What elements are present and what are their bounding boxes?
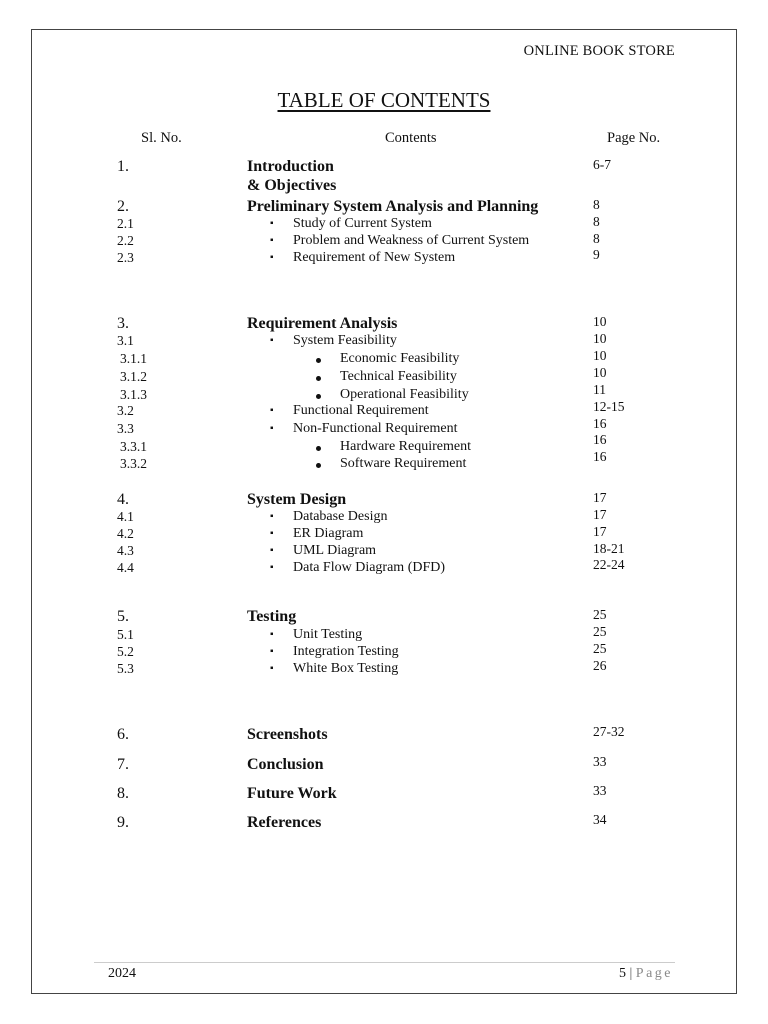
toc-entry-number: 6. [117, 726, 129, 743]
toc-entry-page: 22-24 [593, 557, 625, 572]
footer-page-number [619, 966, 673, 982]
toc-entry-page: 33 [593, 754, 607, 769]
toc-entry [0, 365, 768, 387]
toc-entry-number: 2.2 [117, 233, 134, 248]
toc-entry-title: Functional Requirement [293, 403, 429, 418]
toc-entry [0, 557, 768, 578]
toc-entry [0, 491, 768, 509]
toc-title: TABLE OF CONTENTS [277, 88, 491, 112]
round-bullet-icon [316, 394, 321, 399]
toc-entry-number: 3.3.1 [120, 439, 147, 454]
toc-entry [0, 756, 768, 774]
round-bullet-icon [316, 376, 321, 381]
square-bullet-icon: ▪ [270, 545, 274, 556]
toc-entry-title: References [247, 814, 322, 831]
toc-entry-page: 26 [593, 658, 607, 673]
toc-entry-page: 17 [593, 490, 607, 505]
toc-entry [0, 216, 768, 234]
toc-entry-number: 4.2 [117, 526, 134, 541]
toc-entry-number: 3.2 [117, 403, 134, 418]
square-bullet-icon: ▪ [270, 629, 274, 640]
toc-entry-title: Testing [247, 608, 297, 625]
toc-entry-title: Introduction [247, 158, 334, 175]
toc-entry-number: 3.1 [117, 333, 134, 348]
toc-entry [0, 608, 768, 626]
col-header-sl-no: Sl. No. [141, 130, 182, 146]
toc-entry [0, 509, 768, 527]
toc-entry [0, 658, 768, 679]
toc-entry-title: Software Requirement [340, 456, 467, 471]
toc-entry-number: 5.1 [117, 627, 134, 642]
toc-entry [0, 449, 768, 474]
toc-entry-number: 5. [117, 608, 129, 625]
toc-entry-number: 3.3.2 [120, 456, 147, 471]
toc-entry-title: ER Diagram [293, 526, 364, 541]
toc-entry-page: 9 [593, 247, 600, 262]
square-bullet-icon: ▪ [270, 218, 274, 229]
toc-entry-title: White Box Testing [293, 661, 399, 676]
toc-entry-number: 3.1.3 [120, 387, 147, 402]
toc-entry [0, 333, 768, 351]
toc-entry-page: 10 [593, 314, 607, 329]
footer-year: 2024 [108, 966, 136, 981]
toc-entry-number: 2. [117, 198, 129, 215]
toc-entry [0, 399, 768, 421]
toc-entry-page: 11 [593, 382, 606, 397]
toc-entry-page: 10 [593, 348, 607, 363]
toc-entry-number: 3. [117, 315, 129, 332]
toc-entry-title: Data Flow Diagram (DFD) [293, 560, 446, 575]
toc-entry-title: UML Diagram [293, 543, 377, 558]
toc-entry-number: 8. [117, 785, 129, 802]
toc-entry-title: & Objectives [247, 177, 337, 194]
toc-entry [0, 814, 768, 832]
toc-entry [0, 348, 768, 369]
toc-entry-page: 8 [593, 197, 600, 212]
toc-entry-title: Non-Functional Requirement [293, 421, 458, 436]
square-bullet-icon: ▪ [270, 528, 274, 539]
running-header: ONLINE BOOK STORE [523, 43, 675, 59]
page-number: 5 [618, 966, 626, 981]
toc-entry-number: 5.2 [117, 644, 134, 659]
toc-entry-page: 12-15 [593, 399, 625, 414]
toc-entry [0, 177, 768, 195]
toc-entry-page: 16 [593, 449, 607, 464]
toc-entry-title: Technical Feasibility [340, 369, 457, 384]
toc-entry [0, 624, 768, 645]
toc-entry-number: 9. [117, 814, 129, 831]
toc-entry-number: 4. [117, 491, 129, 508]
round-bullet-icon [316, 463, 321, 468]
toc-entry-number: 7. [117, 756, 129, 773]
toc-entry-title: Problem and Weakness of Current System [293, 233, 530, 248]
toc-entry [0, 543, 768, 561]
square-bullet-icon: ▪ [270, 562, 274, 573]
square-bullet-icon: ▪ [270, 663, 274, 674]
square-bullet-icon: ▪ [270, 335, 274, 346]
toc-entry-page: 25 [593, 641, 607, 656]
toc-entry-page: 10 [593, 365, 607, 380]
toc-entry-page: 25 [593, 624, 607, 639]
toc-entry-title: System Design [247, 491, 347, 508]
col-header-contents: Contents [385, 130, 437, 146]
round-bullet-icon [316, 358, 321, 363]
toc-entry-title: Database Design [293, 509, 388, 524]
toc-entry [0, 526, 768, 544]
toc-entry-number: 4.3 [117, 543, 134, 558]
col-header-page-no: Page No. [607, 130, 661, 146]
toc-entry [0, 416, 768, 439]
toc-entry-number: 3.3 [117, 421, 134, 436]
toc-entry-page: 16 [593, 432, 607, 447]
toc-entry-number: 2.3 [117, 250, 134, 265]
toc-entry-number: 3.1.2 [120, 369, 147, 384]
toc-entry-page: 8 [593, 231, 600, 246]
round-bullet-icon [316, 446, 321, 451]
toc-entry-title: Unit Testing [293, 627, 363, 642]
toc-entry-title: Preliminary System Analysis and Planning [247, 198, 539, 215]
toc-entry-title: Economic Feasibility [340, 351, 460, 366]
toc-entry [0, 785, 768, 803]
toc-entry [0, 432, 768, 457]
toc-entry-title: Requirement Analysis [247, 315, 398, 332]
toc-entry-page: 8 [593, 214, 600, 229]
toc-entry-page: 16 [593, 416, 607, 431]
toc-entry-title: Integration Testing [293, 644, 399, 659]
square-bullet-icon: ▪ [270, 405, 274, 416]
toc-entry-number: 1. [117, 158, 129, 175]
square-bullet-icon: ▪ [270, 252, 274, 263]
toc-entry-number: 2.1 [117, 216, 134, 231]
page-separator: | [629, 966, 633, 981]
toc-entry [0, 233, 768, 251]
toc-entry-title: Study of Current System [293, 216, 432, 231]
toc-entry [0, 247, 768, 268]
square-bullet-icon: ▪ [270, 235, 274, 246]
toc-entry-number: 4.1 [117, 509, 134, 524]
toc-entry-number: 3.1.1 [120, 351, 147, 366]
toc-entry-title: Hardware Requirement [340, 439, 471, 454]
toc-entry-number: 4.4 [117, 560, 134, 575]
toc-entry-title: Requirement of New System [293, 250, 456, 265]
square-bullet-icon: ▪ [270, 423, 274, 434]
toc-entry-title: Operational Feasibility [340, 387, 469, 402]
toc-entry-page: 17 [593, 507, 607, 522]
toc-entry-page: 10 [593, 331, 607, 346]
toc-entry [0, 315, 768, 333]
toc-entry-page: 33 [593, 783, 607, 798]
page-label: Page [635, 966, 673, 981]
toc-entry [0, 726, 768, 744]
toc-entry [0, 198, 768, 216]
toc-entry-number: 5.3 [117, 661, 134, 676]
toc-entry-page: 34 [593, 812, 607, 827]
footer-divider [94, 962, 675, 963]
toc-entry-page: 17 [593, 524, 607, 539]
toc-entry-title: Conclusion [247, 756, 324, 773]
toc-entry-page: 27-32 [593, 724, 625, 739]
square-bullet-icon: ▪ [270, 511, 274, 522]
toc-entry-title: Future Work [247, 785, 337, 802]
toc-entry-page: 6-7 [593, 157, 611, 172]
toc-entry-title: System Feasibility [293, 333, 397, 348]
toc-entry [0, 158, 768, 176]
toc-entry [0, 641, 768, 662]
toc-entry-page: 18-21 [593, 541, 625, 556]
toc-entry-page: 25 [593, 607, 607, 622]
square-bullet-icon: ▪ [270, 646, 274, 657]
toc-entry-title: Screenshots [247, 726, 328, 743]
